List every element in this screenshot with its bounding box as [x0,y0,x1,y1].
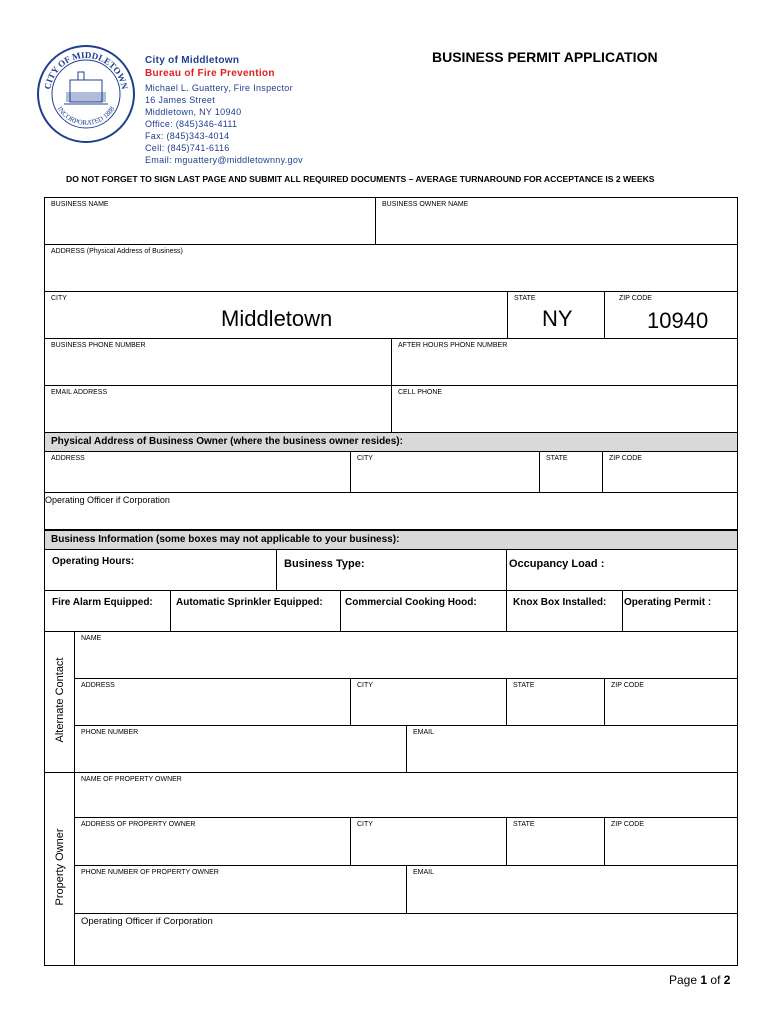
alternate-email-label: EMAIL [413,729,435,736]
property-owner-side-label: Property Owner [54,828,66,906]
notice-text: DO NOT FORGET TO SIGN LAST PAGE AND SUBMIT ALL REQUIRED DOCUMENTS – AVERAGE TURNAROUND FOR ACCEPTANCE IS 2 WEEKS [66,174,655,184]
page-total: 2 [723,973,731,987]
after-hours-phone-field[interactable] [391,338,738,386]
email-address-field[interactable] [44,385,392,433]
occupancy-load-field[interactable] [506,549,738,591]
business-owner-field[interactable] [375,197,738,245]
cooking-hood-label: Commercial Cooking Hood: [345,597,477,608]
property-officer-label: Operating Officer if Corporation [81,916,213,927]
owner-address-field[interactable] [44,451,351,493]
business-city-label: CITY [51,295,67,302]
property-owner-zip-label: ZIP CODE [611,821,644,828]
owner-zip-field[interactable] [602,451,738,493]
property-owner-phone-field[interactable] [74,865,407,914]
business-phone-label: BUSINESS PHONE NUMBER [51,342,146,349]
property-owner-email-field[interactable] [406,865,738,914]
city-state-zip: Middletown, NY 10940 [145,107,242,117]
owner-city-label: CITY [357,455,373,462]
alternate-phone-label: PHONE NUMBER [81,729,139,736]
operating-permit-label: Operating Permit : [624,597,712,608]
business-info-section-header: Business Information (some boxes may not applicable to your business): [44,530,738,550]
operating-permit-field[interactable] [622,590,738,632]
business-state-label: STATE [514,295,536,302]
owner-address-label: ADDRESS [51,455,85,462]
street-address: 16 James Street [145,95,216,105]
alternate-city-label: CITY [357,682,373,689]
alternate-address-label: ADDRESS [81,682,115,689]
property-owner-email-label: EMAIL [413,869,435,876]
business-zip-field[interactable] [604,291,738,339]
city-name: City of Middletown [145,55,240,66]
owner-state-field[interactable] [539,451,603,493]
sprinkler-label: Automatic Sprinkler Equipped: [176,597,323,608]
alternate-phone-field[interactable] [74,725,407,773]
alternate-state-field[interactable] [506,678,605,726]
owner-officer-label: Operating Officer if Corporation [45,495,170,505]
cell-number: Cell: (845)741-6116 [145,143,230,153]
page-title: BUSINESS PERMIT APPLICATION [432,49,658,65]
email-address-label: EMAIL ADDRESS [51,389,108,396]
business-phone-field[interactable] [44,338,392,386]
alternate-address-field[interactable] [74,678,351,726]
business-owner-label: BUSINESS OWNER NAME [382,201,469,208]
business-name-field[interactable] [44,197,376,245]
property-owner-city-label: CITY [357,821,373,828]
property-owner-side-panel [44,772,75,966]
owner-state-label: STATE [546,455,568,462]
alternate-name-field[interactable] [74,631,738,679]
cell-phone-field[interactable] [391,385,738,433]
property-owner-city-field[interactable] [350,817,507,866]
property-owner-address-label: ADDRESS OF PROPERTY OWNER [81,821,196,828]
svg-text:CITY OF MIDDLETOWN: CITY OF MIDDLETOWN [42,49,130,91]
owner-zip-label: ZIP CODE [609,455,642,462]
business-address-label: ADDRESS (Physical Address of Business) [51,248,183,255]
fire-alarm-label: Fire Alarm Equipped: [52,597,153,608]
operating-hours-label: Operating Hours: [52,556,135,567]
owner-city-field[interactable] [350,451,540,493]
property-owner-state-field[interactable] [506,817,605,866]
business-city-field[interactable] [44,291,508,339]
occupancy-load-label: Occupancy Load : [509,558,605,570]
alternate-zip-label: ZIP CODE [611,682,644,689]
alternate-contact-side-label: Alternate Contact [54,657,66,743]
office-phone: Office: (845)346-4111 [145,119,238,129]
page-of: of [710,973,721,987]
business-type-field[interactable] [276,549,507,591]
sprinkler-field[interactable] [170,590,341,632]
property-owner-state-label: STATE [513,821,535,828]
business-address-field[interactable] [44,244,738,292]
property-owner-phone-label: PHONE NUMBER OF PROPERTY OWNER [81,869,219,876]
alternate-city-field[interactable] [350,678,507,726]
owner-officer-field[interactable] [44,492,738,530]
email-contact: Email: mguattery@middletownny.gov [145,155,303,165]
business-type-label: Business Type: [284,558,365,570]
property-owner-address-field[interactable] [74,817,351,866]
business-zip-value: 10940 [647,308,709,333]
after-hours-phone-label: AFTER HOURS PHONE NUMBER [398,342,508,349]
knox-box-label: Knox Box Installed: [513,597,607,608]
property-owner-zip-field[interactable] [604,817,738,866]
business-city-value: Middletown [221,306,333,331]
fax-number: Fax: (845)343-4014 [145,131,230,141]
knox-box-field[interactable] [506,590,623,632]
page-current: 1 [700,973,708,987]
bureau-name: Bureau of Fire Prevention [145,68,275,79]
alternate-zip-field[interactable] [604,678,738,726]
page-prefix: Page [669,973,698,987]
city-seal-logo [36,44,136,144]
property-owner-name-label: NAME OF PROPERTY OWNER [81,776,182,783]
cell-phone-label: CELL PHONE [398,389,443,396]
inspector-name: Michael L. Guattery, Fire Inspector [145,83,293,93]
cooking-hood-field[interactable] [340,590,507,632]
property-officer-field[interactable] [74,913,738,966]
business-zip-label: ZIP CODE [619,295,652,302]
page-number [669,973,730,987]
business-state-value: NY [542,306,573,331]
owner-address-section-header: Physical Address of Business Owner (where the business owner resides): [44,432,738,452]
alternate-name-label: NAME [81,635,102,642]
property-owner-name-field[interactable] [74,772,738,818]
operating-hours-field[interactable] [44,549,277,591]
svg-text:INCORPORATED 1888: INCORPORATED 1888 [55,105,117,128]
alternate-contact-side-panel [44,631,75,773]
business-state-field[interactable] [507,291,605,339]
fire-alarm-field[interactable] [44,590,171,632]
business-name-label: BUSINESS NAME [51,201,109,208]
alternate-email-field[interactable] [406,725,738,773]
alternate-state-label: STATE [513,682,535,689]
